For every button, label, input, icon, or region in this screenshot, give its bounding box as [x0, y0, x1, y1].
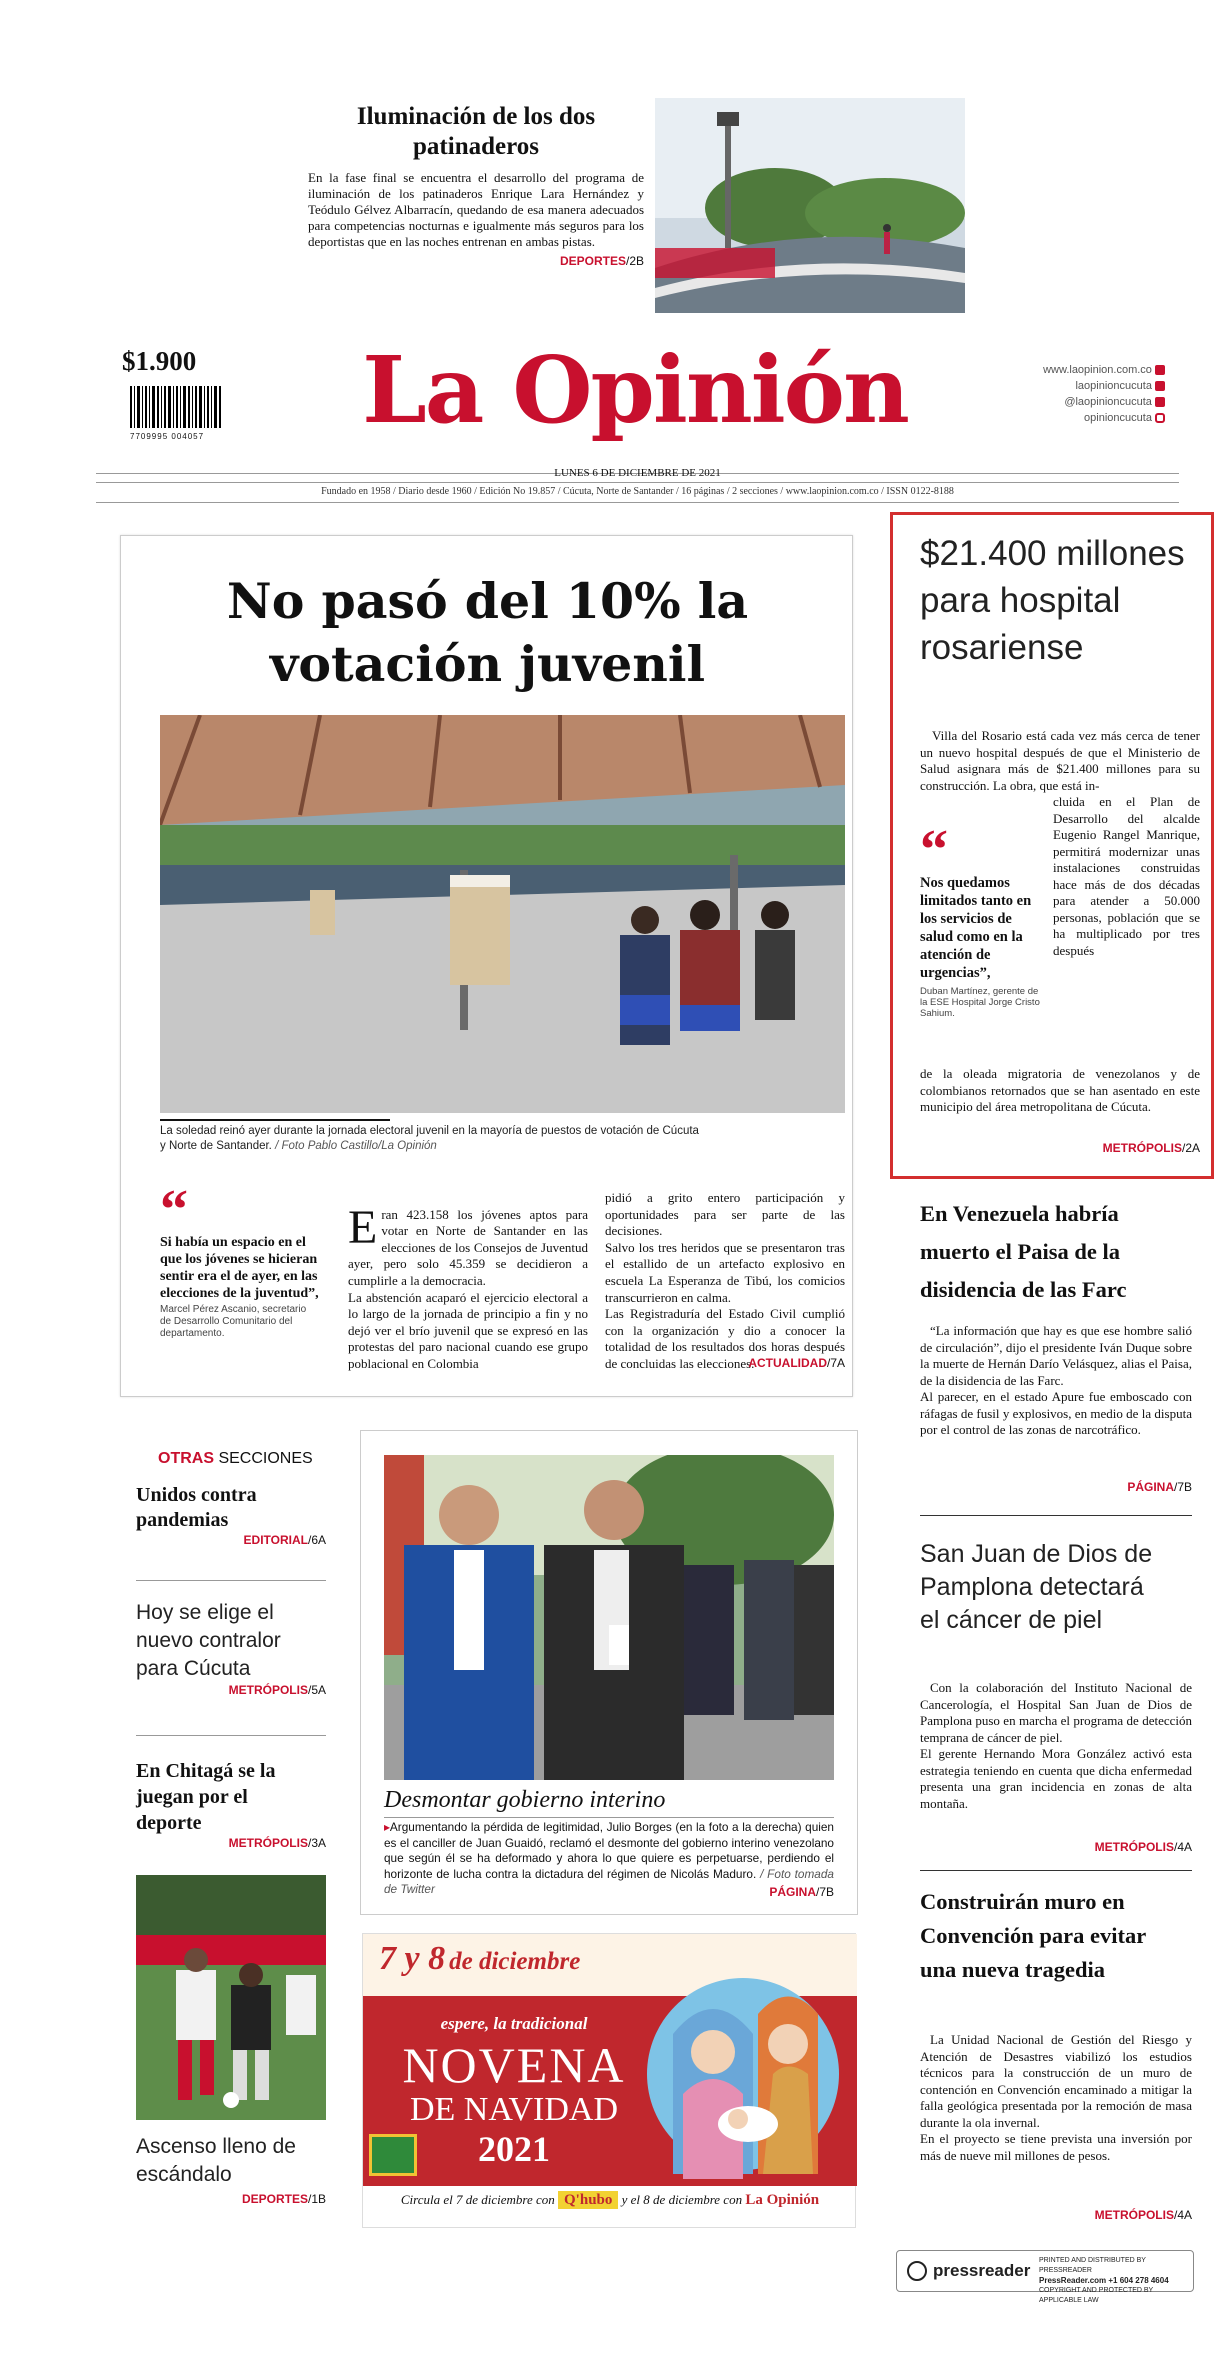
pamplona-divider	[920, 1870, 1192, 1871]
teaser-title: Iluminación de los dos patinaderos	[356, 103, 596, 160]
skating-rink-photo	[655, 98, 965, 313]
pressreader-logo: pressreader	[933, 2261, 1031, 2280]
soccer-title[interactable]: Ascenso lleno de escándalo	[136, 2135, 296, 2186]
hospital-outro: de la oleada migratoria de venezolanos y de colombianos retornados que se han asentado en este municipio del área metropolitana de Cúcuta.	[920, 1066, 1200, 1114]
facebook-link[interactable]: laopinioncucuta	[960, 378, 1165, 394]
hospital-quote-author: Duban Martínez, gerente de la ESE Hospital Jorge Cristo Sahium.	[920, 986, 1040, 1019]
social-links	[960, 362, 1165, 426]
main-pullquote	[160, 1179, 320, 1340]
main-col-2: pidió a grito entero participación y oportunidades para ser parte de las decisiones. Salvo los tres heridos que se presentaron tras el estallido de un artefacto explosivo en escuela La Esperanza de Tibú, los comicios transcurrieron en calma. Las Registraduría del Estado Civil cumplió con la organización y dio a conocer la totalidad de los resultados dos horas después de concluidas las elecciones.	[605, 1190, 845, 1371]
ad-novena-title: NOVENA DE NAVIDAD 2021	[402, 2037, 626, 2169]
main-caption: La soledad reinó ayer durante la jornada electoral juvenil en la mayoría de puestos de votación de Cúcuta y Norte de Santander. / Foto Pablo Castillo/La Opinión	[160, 1125, 699, 1152]
twitter-icon	[1155, 397, 1165, 407]
convencion-text: La Unidad Nacional de Gestión del Riesgo y Atención de Desastres viabilizó los estudios técnicos para la construcción de un muro de contención en Convención encaminado a mitigar la falla geológica presentada por la remoción de masa durante la ola invernal. En el proyecto se tiene prevista una inversión por más de nueve mil millones de pesos.	[920, 2032, 1192, 2163]
caption-rule	[160, 1119, 390, 1121]
logo[interactable]: La Opinión	[362, 336, 908, 444]
pamplona-section-link[interactable]: METRÓPOLIS/4A	[1094, 1840, 1192, 1854]
masthead-info: Fundado en 1958 / Diario desde 1960 / Edición No 19.857 / Cúcuta, Norte de Santander / 16 páginas / 2 secciones / www.laopinion.com.co / ISSN 0122-8188	[321, 486, 954, 497]
ad-subtitle: espere, la tradicional	[440, 2014, 588, 2033]
novena-ad[interactable]	[362, 1933, 856, 2228]
main-quote-text: Si había un espacio en el que los jóvenes se hicieran sentir era el de ayer, en las elecciones de la juventud”,	[160, 1235, 319, 1301]
price: $1.900	[122, 346, 197, 376]
la-opinion-logo-small: La Opinión	[745, 2192, 820, 2208]
masthead-date: LUNES 6 DE DICIEMBRE DE 2021	[554, 467, 721, 479]
masthead-rule-bottom	[96, 502, 1179, 503]
main-quote-author: Marcel Pérez Ascanio, secretario de Desarrollo Comunitario del departamento.	[160, 1304, 307, 1339]
pressreader-icon	[907, 2261, 927, 2281]
arrow-icon: ▸	[384, 1820, 390, 1834]
pressreader-badge[interactable]	[896, 2250, 1194, 2304]
quote-icon: “	[920, 819, 948, 881]
twitter-link[interactable]: @laopinioncucuta	[960, 394, 1165, 410]
pressreader-info: PRINTED AND DISTRIBUTED BY PRESSREADER PressReader.com +1 604 278 4604 COPYRIGHT AND PROTECTED BY APPLICABLE LAW	[1039, 2257, 1169, 2304]
venezuela-text: “La información que hay es que ese hombre salió de circulación”, dijo el presidente Iván Duque sobre la muerte de Hernán Darío Velásquez, alias el Paisa, de la disidencia de las Farc. Al parecer, en el estado Apure fue emboscado con ráfagas de fusil y explosivos, en medio de la disputa por el control de las zonas de narcotráfico.	[920, 1323, 1192, 1437]
quote-icon: “	[160, 1179, 188, 1241]
venezuela-headline[interactable]: En Venezuela habría muerto el Paisa de la disidencia de las Farc	[920, 1201, 1127, 1302]
main-headline[interactable]: No pasó del 10% la votación juvenil	[226, 572, 749, 693]
ad-footer: Circula el 7 de diciembre con Q'hubo y el 8 de diciembre con La Opinión	[400, 2192, 820, 2208]
ad-gift-icon	[369, 2134, 417, 2176]
pamplona-headline[interactable]: San Juan de Dios de Pamplona detectará el cáncer de piel	[920, 1540, 1153, 1634]
website-link[interactable]: www.laopinion.com.co	[960, 362, 1165, 378]
instagram-link[interactable]: opinioncucuta	[960, 410, 1165, 426]
facebook-icon	[1155, 381, 1165, 391]
youtube-icon	[1155, 365, 1165, 375]
hospital-section-link[interactable]: METRÓPOLIS/2A	[1102, 1141, 1200, 1155]
hospital-headline[interactable]: $21.400 millones para hospital rosariense	[920, 534, 1185, 667]
dropcap: E	[348, 1200, 378, 1254]
main-section-link[interactable]: ACTUALIDAD/7A	[748, 1356, 845, 1370]
venezuela-divider	[920, 1515, 1192, 1516]
guaido-headline[interactable]: Desmontar gobierno interino	[384, 1785, 834, 1818]
hospital-quote-text: Nos quedamos limitados tanto en los servicios de salud como en la atención de urgencias”,	[920, 875, 1032, 981]
hospital-pullquote	[920, 819, 1040, 1019]
teaser-section[interactable]: DEPORTES/2B	[559, 254, 644, 268]
voting-photo	[160, 715, 845, 1113]
hospital-intro: Villa del Rosario está cada vez más cerca de tener un nuevo hospital después de que el Ministerio de Salud asignara más de $21.400 millones para su construcción. La obra, que está in-	[920, 728, 1200, 793]
instagram-icon	[1155, 413, 1165, 423]
convencion-headline[interactable]: Construirán muro en Convención para evitar una nueva tragedia	[920, 1889, 1146, 1982]
guaido-section-link[interactable]: PÁGINA/7B	[769, 1885, 834, 1899]
masthead-rule-mid	[96, 482, 1179, 483]
otras-label: OTRAS SECCIONES	[158, 1450, 313, 1467]
venezuela-section-link[interactable]: PÁGINA/7B	[1127, 1480, 1192, 1494]
soccer-section-link[interactable]: DEPORTES/1B	[241, 2192, 326, 2206]
list-item[interactable]: Hoy se elige el nuevo contralor para Cúcuta METRÓPOLIS/5A	[136, 1581, 326, 1736]
list-item[interactable]: Unidos contra pandemias EDITORIAL/6A	[136, 1483, 326, 1581]
hospital-right-col: cluida en el Plan de Desarrollo del alcalde Eugenio Rangel Manrique, permitirá modernizar unas instalaciones construidas hace más de dos décadas para atender a 50.000 personas, población que se ha multiplicado por tres después	[1053, 794, 1200, 958]
nativity-illustration	[633, 1974, 853, 2186]
qhubo-logo: Q'hubo	[558, 2191, 618, 2209]
teaser-text: En la fase final se encuentra el desarrollo del programa de iluminación de los patinaderos Enrique Lara Hernández y Teódulo Gélvez Albarracín, quedando de esa manera adecuados para competencias nocturnas e igualmente más seguros para los deportistas que en las noches entrenan en ambas pistas.	[308, 170, 644, 249]
convencion-section-link[interactable]: METRÓPOLIS/4A	[1094, 2208, 1192, 2222]
guaido-photo	[384, 1455, 834, 1780]
barcode-number: 7709995 004057	[130, 432, 205, 441]
ad-date: 7 y 8 de diciembre	[379, 1940, 581, 1977]
main-col-1: Eran 423.158 los jóvenes aptos para votar en Norte de Santander en las elecciones de los Consejos de Juventud ayer, pero solo 45.359 se decidieron a cumplirle a la democracia. La abstención acaparó el ejercicio electoral a lo largo de la jornada de principio a fin y no dejó ver el brío juvenil que se expresó en las protestas del paro nacional cuando ese grupo poblacional en Colombia	[348, 1200, 588, 1371]
guaido-text: ▸Argumentando la pérdida de legitimidad, Julio Borges (en la foto a la derecha) quien es el canciller de Juan Guaidó, reclamó el desmonte del gobierno interino venezolano que según él se ha deformado y ahora lo que quiere es perpetuarse, perdiendo el horizonte de lucha contra la dictadura del régimen de Nicolás Maduro. / Foto tomada de Twitter	[384, 1820, 834, 1897]
soccer-photo	[136, 1875, 326, 2120]
list-item[interactable]: En Chitagá se la juegan por el deporte METRÓPOLIS/3A	[136, 1760, 326, 1850]
barcode-icon	[130, 386, 222, 441]
otras-list	[136, 1483, 326, 1850]
pamplona-text: Con la colaboración del Instituto Nacional de Cancerología, el Hospital San Juan de Dios de Pamplona puso en marcha el programa de detección temprana de cáncer de piel. El gerente Hernando Mora González activó esta estrategia teniendo en cuenta que dicha enfermedad presenta una gran incidencia en zonas de alta montaña.	[920, 1680, 1192, 1811]
top-teaser[interactable]	[308, 102, 644, 268]
